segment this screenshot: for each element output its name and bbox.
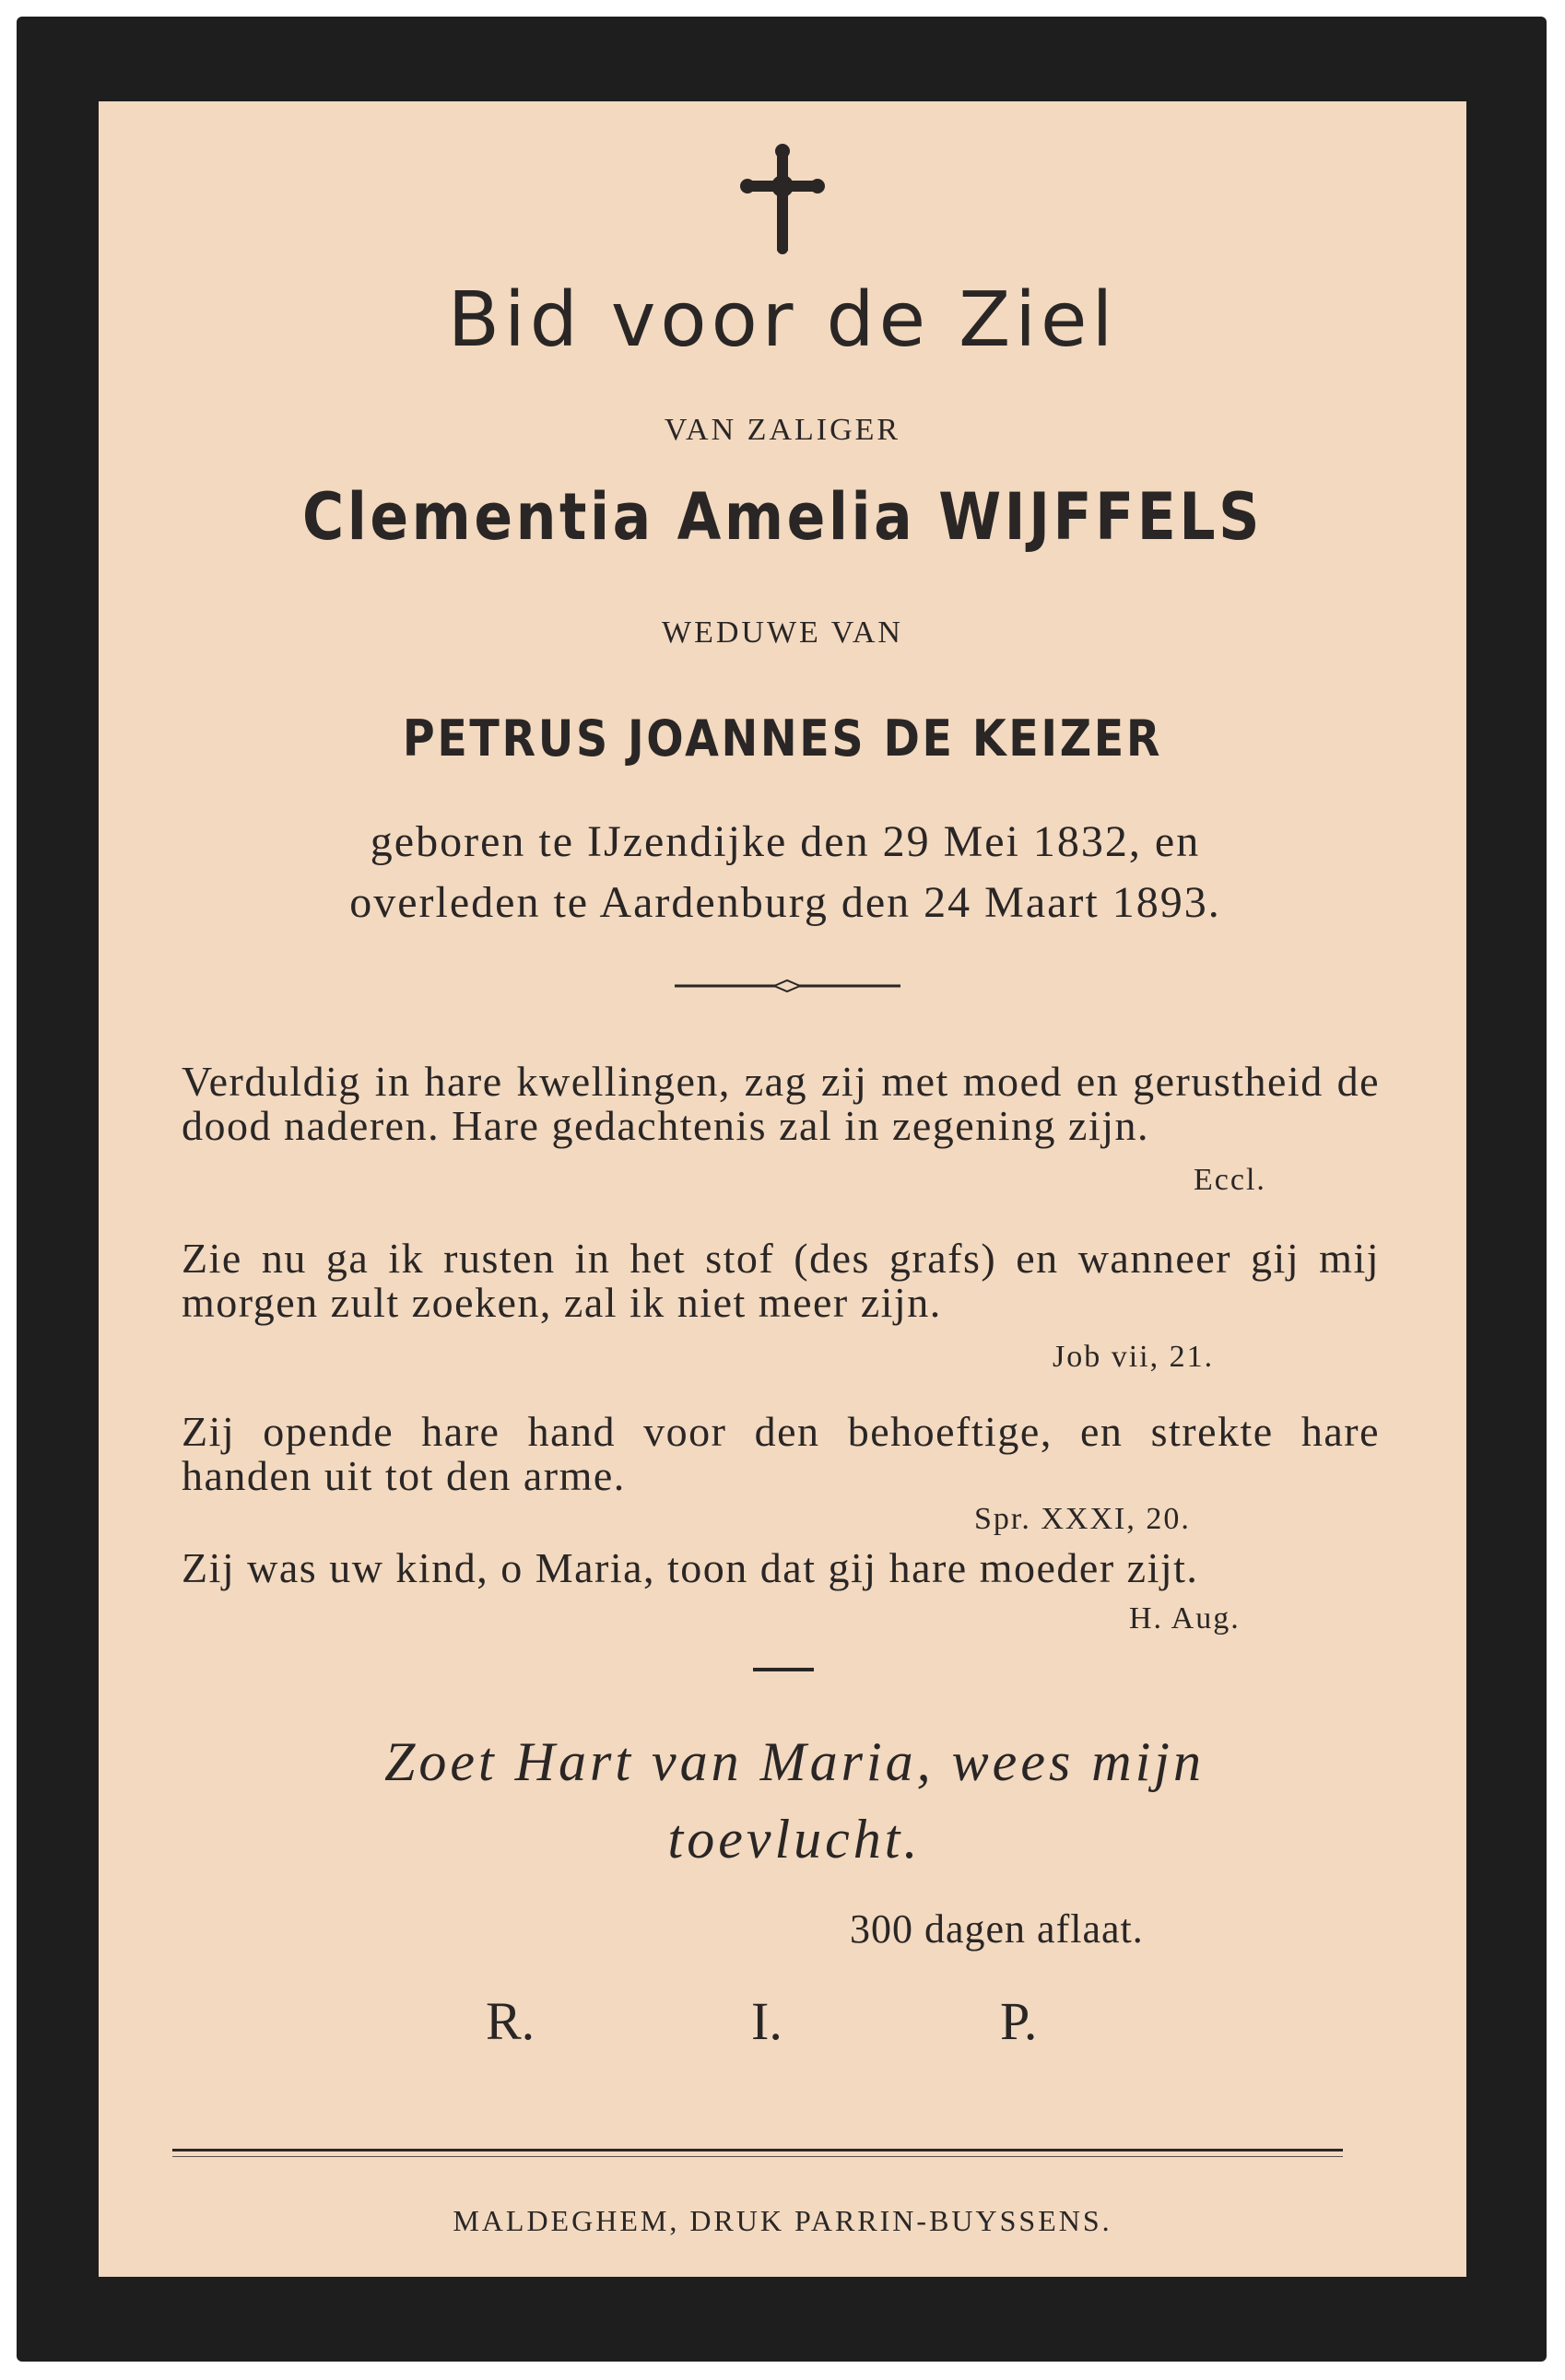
quote-4-ref: H. Aug. [1129, 1601, 1241, 1636]
quote-1-text: Verduldig in hare kwellingen, zag zij met moed en gerustheid de dood naderen. Hare gedachtenis zal in zegening zijn. [182, 1058, 1380, 1149]
printer-rule [172, 2149, 1343, 2151]
card-paper [99, 101, 1466, 2277]
quote-4-text: Zij was uw kind, o Maria, toon dat gij hare moeder zijt. [182, 1544, 1199, 1591]
bid-voor-de-ziel-heading: Bid voor de Ziel [447, 276, 1118, 364]
prayer-line-2: toevlucht. [667, 1809, 922, 1870]
quote-2-ref: Job vii, 21. [1053, 1340, 1215, 1374]
rip-i: I. [751, 1991, 782, 2051]
prayer-line-1: Zoet Hart van Maria, wees mijn [384, 1731, 1205, 1792]
death-line: overleden te Aardenburg den 24 Maart 1893. [349, 878, 1221, 927]
divider-ornament [675, 979, 900, 993]
rip-p: P. [1000, 1991, 1038, 2051]
quote-3-ref: Spr. XXXI, 20. [974, 1502, 1191, 1536]
husband-name: PETRUS JOANNES DE KEIZER [402, 709, 1163, 768]
quote-3 [182, 1410, 1380, 1498]
rip-r: R. [486, 1991, 535, 2051]
ornate-cross-icon [736, 144, 829, 254]
deceased-name: Clementia Amelia WIJFFELS [301, 479, 1264, 555]
quote-2-text: Zie nu ga ik rusten in het stof (des grafs) en wanneer gij mij morgen zult zoeken, zal ik niet meer zijn. [182, 1235, 1380, 1326]
quote-1 [182, 1060, 1380, 1148]
short-divider [753, 1668, 814, 1671]
van-zaliger-label: VAN ZALIGER [664, 413, 901, 447]
quote-1-ref: Eccl. [1194, 1163, 1266, 1197]
weduwe-van-label: WEDUWE VAN [662, 616, 903, 650]
quote-4 [182, 1546, 1380, 1590]
printer-rule-thin [172, 2156, 1343, 2157]
printer-imprint: MALDEGHEM, DRUK PARRIN-BUYSSENS. [453, 2204, 1112, 2237]
quote-3-text: Zij opende hare hand voor den behoeftige, en strekte hare handen uit tot den arme. [182, 1408, 1380, 1499]
quote-2 [182, 1237, 1380, 1325]
indulgence-note: 300 dagen aflaat. [850, 1906, 1144, 1952]
birth-line: geboren te IJzendijke den 29 Mei 1832, en [370, 817, 1201, 866]
